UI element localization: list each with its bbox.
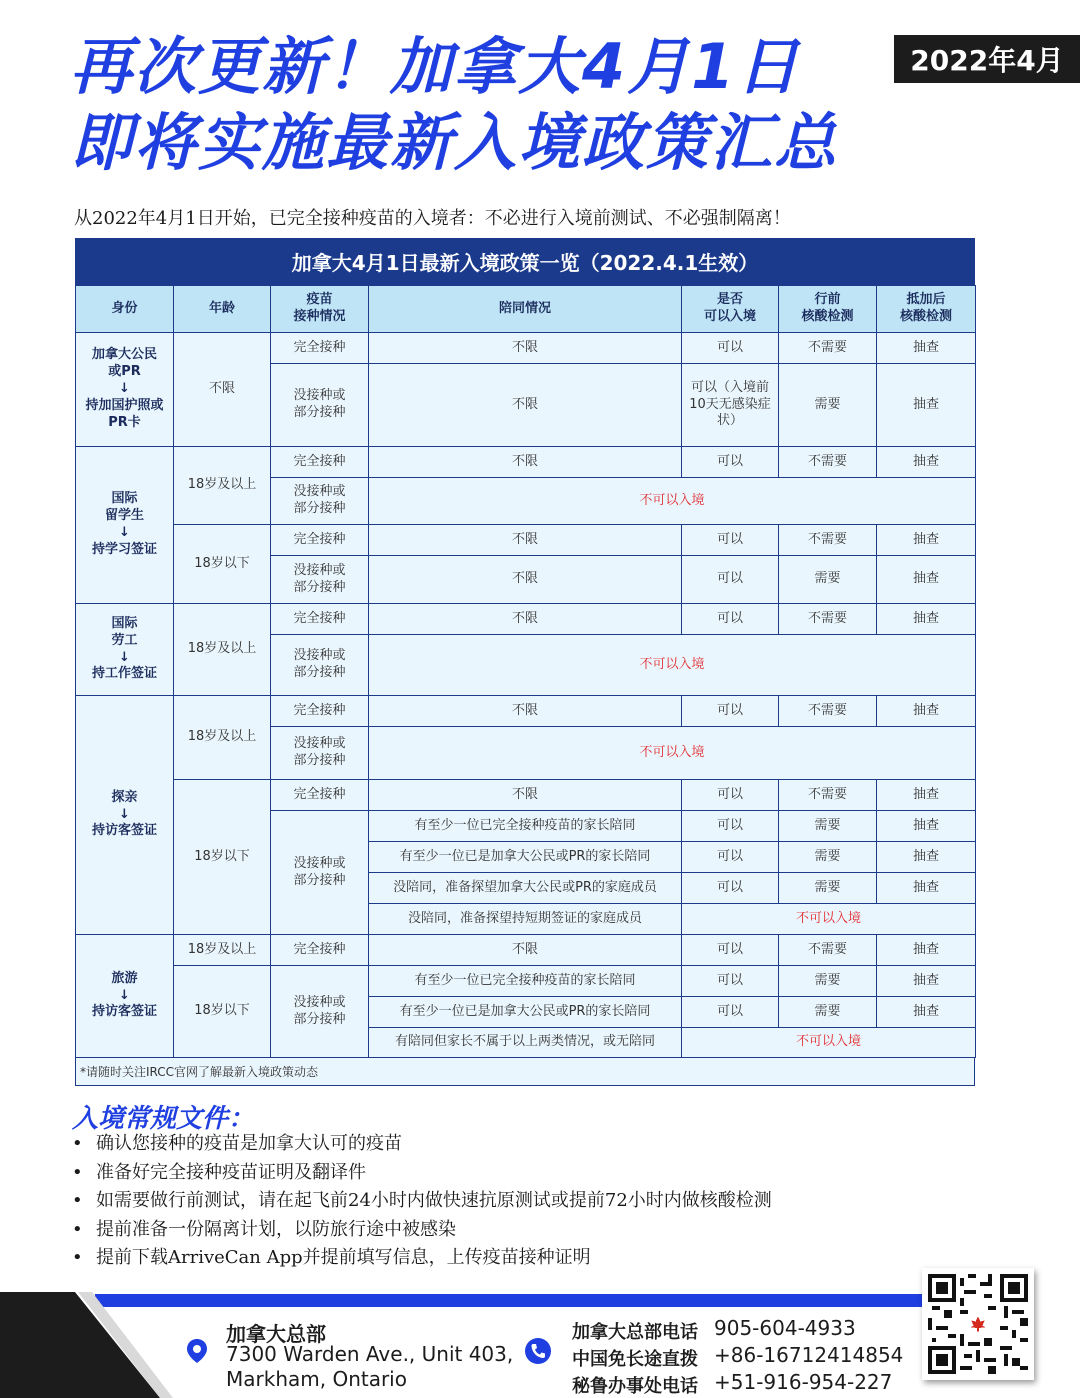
pre-test-cell: 不需要 (779, 333, 877, 364)
companion-cell: 不限 (369, 364, 682, 447)
docs-list (72, 1130, 772, 1273)
post-test-cell: 抽查 (877, 333, 976, 364)
post-test-cell: 抽查 (877, 364, 976, 447)
contact-label-hq: 加拿大总部电话 (572, 1322, 698, 1343)
date-badge: 2022年4月 (894, 35, 1080, 83)
policy-table (75, 285, 976, 1058)
hq-address-line2: Markham, Ontario (226, 1367, 407, 1391)
companion-cell: 没陪同，准备探望加拿大公民或PR的家庭成员 (369, 873, 682, 904)
companion-cell: 没陪同，准备探望持短期签证的家庭成员 (369, 904, 682, 935)
companion-cell: 不限 (369, 556, 682, 604)
table-row (76, 333, 976, 364)
header-companion: 陪同情况 (369, 286, 682, 333)
identity-worker: 国际 劳工 ↓ 持工作签证 (76, 604, 174, 696)
pre-test-cell: 不需要 (779, 696, 877, 727)
header-pre-test: 行前 核酸检测 (779, 286, 877, 333)
companion-cell: 不限 (369, 333, 682, 364)
age-cell: 18岁及以上 (174, 935, 271, 966)
post-test-cell: 抽查 (877, 997, 976, 1028)
pre-test-cell: 不需要 (779, 525, 877, 556)
entry-cell: 可以 (682, 525, 779, 556)
policy-table-container (75, 238, 975, 1086)
companion-cell: 不限 (369, 696, 682, 727)
contact-number-china[interactable]: +86-16712414854 (714, 1343, 904, 1367)
entry-cell: 可以 (682, 780, 779, 811)
pre-test-cell: 需要 (779, 364, 877, 447)
identity-citizen: 加拿大公民 或PR ↓ 持加国护照或 PR卡 (76, 333, 174, 447)
contact-number-hq[interactable]: 905-604-4933 (714, 1316, 856, 1340)
list-item: • 准备好完全接种疫苗证明及翻译件 (72, 1161, 366, 1183)
table-row (76, 525, 976, 556)
entry-cell: 可以 (682, 696, 779, 727)
pre-test-cell: 不需要 (779, 604, 877, 635)
identity-student: 国际 留学生 ↓ 持学习签证 (76, 447, 174, 604)
age-cell: 不限 (174, 333, 271, 447)
list-item: • 提前准备一份隔离计划，以防旅行途中被感染 (72, 1218, 456, 1240)
post-test-cell: 抽查 (877, 780, 976, 811)
table-header-row (76, 286, 976, 333)
table-row (76, 935, 976, 966)
entry-cell: 可以 (682, 842, 779, 873)
docs-title: 入境常规文件： (72, 1104, 255, 1134)
table-row (76, 966, 976, 997)
post-test-cell: 抽查 (877, 842, 976, 873)
qr-code (922, 1268, 1034, 1380)
header-entry: 是否 可以入境 (682, 286, 779, 333)
pre-test-cell: 不需要 (779, 935, 877, 966)
list-item: • 如需要做行前测试，请在起飞前24小时内做快速抗原测试或提前72小时内做核酸检测 (72, 1190, 772, 1211)
pre-test-cell: 需要 (779, 873, 877, 904)
entry-cell: 可以 (682, 966, 779, 997)
entry-cell: 可以 (682, 811, 779, 842)
companion-cell: 不限 (369, 447, 682, 478)
pre-test-cell: 不需要 (779, 447, 877, 478)
age-cell: 18岁以下 (174, 966, 271, 1058)
header-identity: 身份 (76, 286, 174, 333)
no-entry-cell: 不可以入境 (682, 904, 976, 935)
entry-cell: 可以 (682, 935, 779, 966)
table-row (76, 780, 976, 811)
pre-test-cell: 不需要 (779, 780, 877, 811)
hq-title: 加拿大总部 (226, 1322, 326, 1346)
no-entry-cell: 不可以入境 (369, 727, 976, 780)
companion-cell: 有至少一位已是加拿大公民或PR的家长陪同 (369, 842, 682, 873)
phone-icon (524, 1337, 552, 1365)
vax-cell: 没接种或 部分接种 (271, 556, 369, 604)
post-test-cell: 抽查 (877, 525, 976, 556)
companion-cell: 有陪同但家长不属于以上两类情况，或无陪同 (369, 1028, 682, 1058)
companion-cell: 有至少一位已完全接种疫苗的家长陪同 (369, 811, 682, 842)
footer-accent-bar (95, 1294, 925, 1307)
entry-cell: 可以 (682, 556, 779, 604)
entry-cell: 可以 (682, 333, 779, 364)
vax-cell: 完全接种 (271, 447, 369, 478)
companion-cell: 有至少一位已是加拿大公民或PR的家长陪同 (369, 997, 682, 1028)
post-test-cell: 抽查 (877, 556, 976, 604)
contact-number-peru[interactable]: +51-916-954-227 (714, 1370, 893, 1394)
no-entry-cell: 不可以入境 (682, 1028, 976, 1058)
post-test-cell: 抽查 (877, 935, 976, 966)
identity-tourism: 旅游 ↓ 持访客签证 (76, 935, 174, 1058)
post-test-cell: 抽查 (877, 696, 976, 727)
vax-cell: 完全接种 (271, 696, 369, 727)
age-cell: 18岁及以上 (174, 696, 271, 780)
vax-cell: 完全接种 (271, 780, 369, 811)
header-vaccine: 疫苗 接种情况 (271, 286, 369, 333)
companion-cell: 不限 (369, 604, 682, 635)
post-test-cell: 抽查 (877, 811, 976, 842)
header-age: 年龄 (174, 286, 271, 333)
post-test-cell: 抽查 (877, 604, 976, 635)
vax-cell: 没接种或 部分接种 (271, 811, 369, 935)
pre-test-cell: 需要 (779, 966, 877, 997)
intro-text: 从2022年4月1日开始，已完全接种疫苗的入境者：不必进行入境前测试、不必强制隔离！ (74, 208, 791, 229)
contact-label-peru: 秘鲁办事处电话 (572, 1376, 698, 1397)
post-test-cell: 抽查 (877, 873, 976, 904)
companion-cell: 有至少一位已完全接种疫苗的家长陪同 (369, 966, 682, 997)
page-title-line1: 再次更新！加拿大4月1日 (70, 30, 801, 103)
identity-visit-family: 探亲 ↓ 持访客签证 (76, 696, 174, 935)
list-item: • 提前下载ArriveCan App并提前填写信息，上传疫苗接种证明 (72, 1247, 591, 1268)
entry-cell: 可以 (682, 997, 779, 1028)
table-row (76, 696, 976, 727)
vax-cell: 没接种或 部分接种 (271, 727, 369, 780)
vax-cell: 没接种或 部分接种 (271, 966, 369, 1058)
vax-cell: 完全接种 (271, 525, 369, 556)
vax-cell: 完全接种 (271, 333, 369, 364)
companion-cell: 不限 (369, 935, 682, 966)
entry-cell: 可以 (682, 447, 779, 478)
table-footnote: *请随时关注IRCC官网了解最新入境政策动态 (75, 1058, 975, 1086)
list-item: • 确认您接种的疫苗是加拿大认可的疫苗 (72, 1133, 402, 1154)
no-entry-cell: 不可以入境 (369, 635, 976, 696)
policy-table-title: 加拿大4月1日最新入境政策一览（2022.4.1生效） (75, 238, 975, 285)
pre-test-cell: 需要 (779, 997, 877, 1028)
page-title-line2: 即将实施最新入境政策汇总 (70, 106, 839, 179)
table-row (76, 447, 976, 478)
hq-address-line1: 7300 Warden Ave., Unit 403, (226, 1342, 514, 1366)
age-cell: 18岁及以上 (174, 604, 271, 696)
location-pin-icon (186, 1338, 208, 1364)
entry-cell: 可以 (682, 604, 779, 635)
post-test-cell: 抽查 (877, 447, 976, 478)
pre-test-cell: 需要 (779, 842, 877, 873)
age-cell: 18岁以下 (174, 525, 271, 604)
header-post-test: 抵加后 核酸检测 (877, 286, 976, 333)
post-test-cell: 抽查 (877, 966, 976, 997)
companion-cell: 不限 (369, 525, 682, 556)
entry-cell: 可以（入境前 10天无感染症 状） (682, 364, 779, 447)
companion-cell: 不限 (369, 780, 682, 811)
age-cell: 18岁以下 (174, 780, 271, 935)
age-cell: 18岁及以上 (174, 447, 271, 525)
qr-code-icon (928, 1274, 1028, 1374)
footer-decor-shape (0, 1292, 160, 1398)
table-row (76, 604, 976, 635)
pre-test-cell: 需要 (779, 811, 877, 842)
contact-label-china: 中国免长途直拨 (572, 1349, 698, 1370)
entry-cell: 可以 (682, 873, 779, 904)
vax-cell: 完全接种 (271, 935, 369, 966)
vax-cell: 没接种或 部分接种 (271, 635, 369, 696)
vax-cell: 没接种或 部分接种 (271, 478, 369, 525)
vax-cell: 完全接种 (271, 604, 369, 635)
vax-cell: 没接种或 部分接种 (271, 364, 369, 447)
pre-test-cell: 需要 (779, 556, 877, 604)
no-entry-cell: 不可以入境 (369, 478, 976, 525)
